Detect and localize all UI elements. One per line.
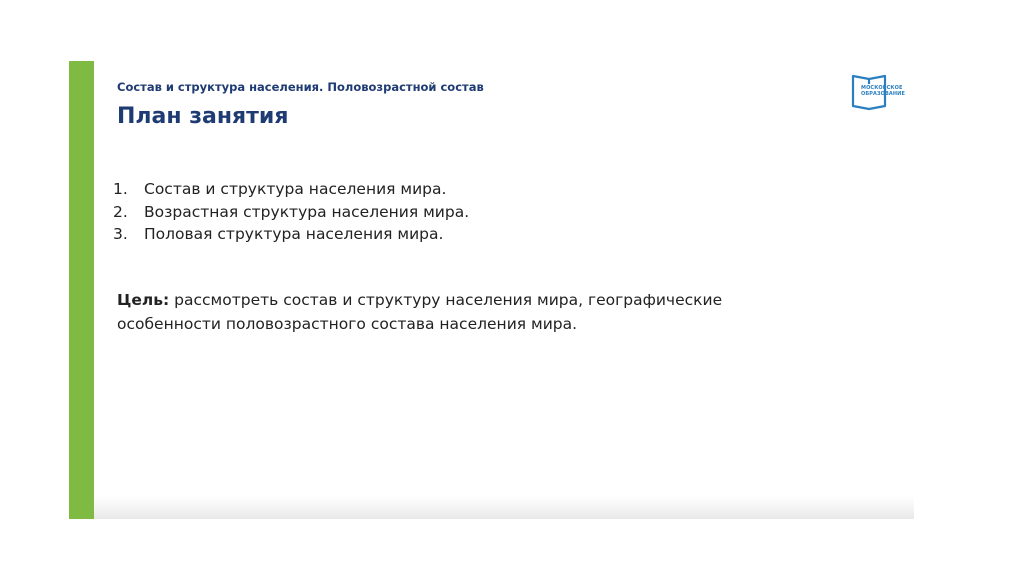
logo-line-2: ОБРАЗОВАНИЕ [861, 91, 905, 97]
goal-label: Цель: [117, 291, 170, 309]
logo-line-1: МОСКОВСКОЕ [861, 85, 903, 91]
slide-title: План занятия [117, 104, 289, 129]
goal-text: рассмотреть состав и структуру населения мира, географические особенности половозрастного состава населения мира. [117, 291, 723, 333]
logo-text [861, 85, 905, 97]
plan-list [113, 178, 469, 246]
accent-bar [69, 61, 94, 519]
plan-item-number: 3. [113, 225, 128, 243]
slide-subtitle: Состав и структура населения. Половозрастной состав [117, 80, 484, 94]
plan-item [113, 223, 469, 246]
plan-item-text: Состав и структура населения мира. [144, 180, 447, 198]
goal-paragraph [117, 289, 817, 336]
plan-item-number: 2. [113, 202, 128, 221]
plan-item [113, 201, 469, 224]
slide-shadow [69, 496, 914, 519]
plan-item-number: 1. [113, 180, 128, 198]
plan-item [113, 178, 469, 201]
plan-item-text: Возрастная структура населения мира. [144, 202, 470, 221]
plan-item-text: Половая структура населения мира. [144, 225, 444, 243]
moscow-education-logo [849, 72, 917, 112]
